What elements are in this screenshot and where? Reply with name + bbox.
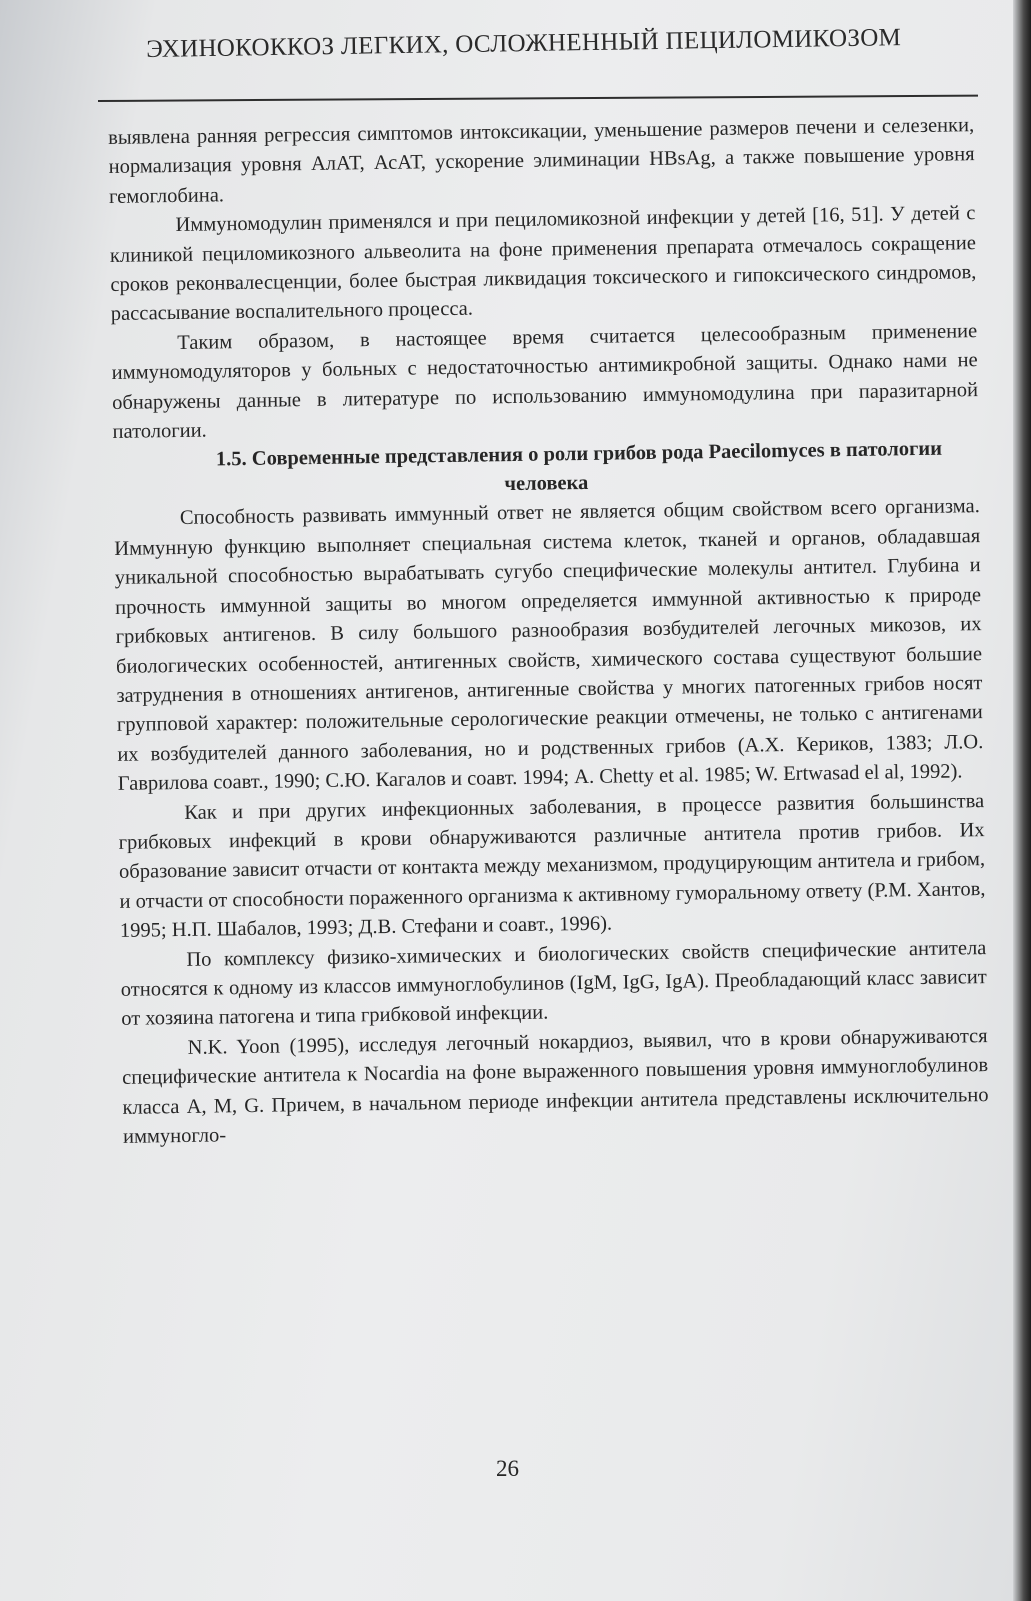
running-head: ЭХИНОКОККОЗ ЛЕГКИХ, ОСЛОЖНЕННЫЙ ПЕЦИЛОМИКОЗОМ (146, 24, 902, 63)
paragraph: Иммуномодулин применялся и при пециломикозной инфекции у детей [16, 51]. У детей с клиникой пециломикозного альвеолита на фоне применения препарата отмечалось сокращение сроков реконвалесценции, более быстрая ликвидация токсического и гипоксического синдромов, рассасывание воспалительного процесса. (109, 202, 977, 326)
paragraph: Таким образом, в настоящее время считается целесообразным применение иммуномодуляторов у больных с недостаточностью антимикробной защиты. Однако нами не обнаружены данные в литературе по использованию иммуномодулина при паразитарной патологии. (111, 319, 979, 444)
paragraph: Способность развивать иммунный ответ не является общим свойством всего организма. Иммунную функцию выполняет специальная система клеток, тканей и органов, обладавшая уникальной способностью вырабатывать сугубо специфические молекулы антител. Глубина и прочность иммунной защиты во многом определяется иммунной активностью к природе грибковых антигенов. В силу большого разнообразия возбудителей легочных микозов, их биологических особенностей, антигенных свойств, химического состава существуют большие затруднения в отношениях антигенов, антигенные свойства у многих патогенных грибов носят групповой характер: положительные серологические реакции отмечены, не только с антигенами их возбудителей данного заболевания, но и родственных грибов (А.Х. Кериков, 1383; Л.О. Гаврилова соавт., 1990; С.Ю. Кагалов и соавт. 1994; A. Chetty et al. 1985; W. Ertwasad el al, 1992). (114, 495, 984, 796)
header-rule (98, 95, 978, 102)
section-heading: 1.5. Современные представления о роли грибов рода Paecilomyces в патологии человека (215, 438, 943, 496)
paragraph: N.K. Yoon (1995), исследуя легочный нокардиоз, выявил, что в крови обнаруживаются специфические антитела к Nocardia на фоне выраженного повышения уровня иммуноглобулинов класса A, M, G. Причем, в начальном периоде инфекции антитела представлены исключительно иммуногло- (121, 1024, 989, 1148)
page-number: 26 (496, 1456, 519, 1481)
page-edge-shadow (1013, 0, 1031, 1601)
paragraph: По комплексу физико-химических и биологических свойств специфические антитела относятся к одному из классов иммуноглобулинов (IgM, IgG, IgA). Преобладающий класс зависит от хозяина патогена и типа грибковой инфекции. (120, 936, 987, 1031)
paragraph: выявлена ранняя регрессия симптомов интоксикации, уменьшение размеров печени и селезенки, нормализация уровня АлАТ, АсАТ, ускорение элиминации HBsAg, а также повышение уровня гемоглобина. (108, 114, 975, 208)
body-text (108, 111, 989, 1152)
paragraph: Как и при других инфекционных заболевания, в процессе развития большинства грибковых инфекций в крови обнаруживаются различные антитела против грибов. Их образование зависит отчасти от контакта между механизмом, продуцирующим антитела и грибом, и отчасти от способности пораженного организма к активному гуморальному ответу (Р.М. Хантов, 1995; Н.П. Шабалов, 1993; Д.В. Стефани и соавт., 1996). (118, 789, 986, 943)
